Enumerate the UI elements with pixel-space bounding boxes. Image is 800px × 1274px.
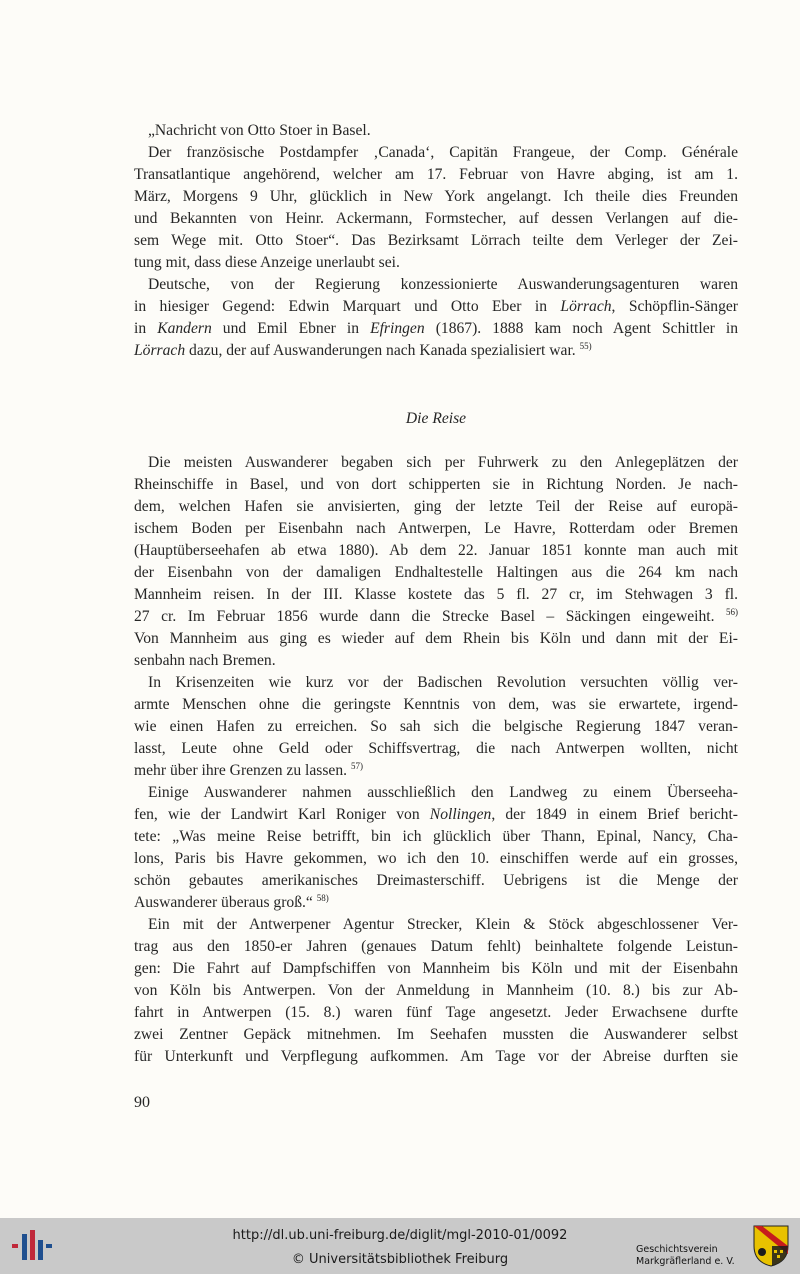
document-url[interactable]: http://dl.ub.uni-freiburg.de/diglit/mgl-2010-01/0092 <box>232 1228 568 1243</box>
paragraph-7 <box>134 914 738 1068</box>
text-line: gen: Die Fahrt auf Dampfschiffen von Mannheim bis Köln und mit der Eisenbahn <box>134 960 738 977</box>
text-line: senbahn nach Bremen. <box>134 652 276 669</box>
paragraph-6 <box>134 782 738 914</box>
text-segment: in hiesiger Gegend: Edwin Marquart und Otto Eber in <box>134 298 561 315</box>
text-segment: fen, wie der Landwirt Karl Roniger von <box>134 806 430 823</box>
text-line: Transatlantique angehörend, welcher am 17. Februar von Havre abging, ist am 1. <box>134 166 738 183</box>
text-line: Einige Auswanderer nahmen ausschließlich den Landweg zu einem Überseeha- <box>148 784 738 801</box>
paragraph-3 <box>134 274 738 362</box>
text-block-main <box>134 452 738 1068</box>
text-line: Von Mannheim aus ging es wieder auf dem Rhein bis Köln und dann mit der Ei- <box>134 630 738 647</box>
text-line <box>134 804 738 826</box>
text-segment: in <box>134 320 158 337</box>
text-line: sem Wege mit. Otto Stoer“. Das Bezirksamt Lörrach teilte dem Verleger der Zei- <box>134 232 738 249</box>
society-line: Geschichtsverein <box>636 1244 718 1255</box>
copyright-notice: © Universitätsbibliothek Freiburg <box>291 1252 509 1267</box>
text-line: von Köln bis Antwerpen. Von der Anmeldung in Mannheim (10. 8.) bis zur Ab- <box>134 982 738 999</box>
text-segment: mehr über ihre Grenzen zu lassen. <box>134 762 348 779</box>
society-name <box>636 1244 735 1268</box>
text-line: lons, Paris bis Havre gekommen, wo ich den 10. einschiffen werde auf ein grosses, <box>134 850 738 867</box>
text-line: schön gebautes amerikanisches Dreimasterschiff. Uebrigens ist die Menge der <box>134 872 738 889</box>
place-name: Kandern <box>157 320 212 337</box>
text-segment: , Schöpflin-Sänger <box>611 298 738 315</box>
footer-bar <box>0 1218 800 1274</box>
text-line: Rheinschiffe in Basel, und von dort schipperten sie in Richtung Norden. Je nach- <box>134 476 738 493</box>
footnote-ref-55: 55) <box>579 341 592 351</box>
text-line: „Nachricht von Otto Stoer in Basel. <box>148 122 371 139</box>
paragraph-1 <box>134 120 738 142</box>
text-line: ischem Boden per Eisenbahn nach Antwerpen, Le Havre, Rotterdam oder Bremen <box>134 520 738 537</box>
text-line: Deutsche, von der Regierung konzessionierte Auswanderungsagenturen waren <box>148 276 738 293</box>
text-line <box>134 318 738 340</box>
text-line: (Hauptüberseehafen ab etwa 1880). Ab dem 22. Januar 1851 konnte man auch mit <box>134 542 738 559</box>
text-line: In Krisenzeiten wie kurz vor der Badischen Revolution versuchten völlig ver- <box>148 674 738 691</box>
text-segment: 27 cr. Im Februar 1856 wurde dann die Strecke Basel – Säckingen eingeweiht. <box>134 608 715 625</box>
text-line <box>134 296 738 318</box>
page-number: 90 <box>134 1094 150 1111</box>
paragraph-5 <box>134 672 738 782</box>
text-line: lasst, Leute ohne Geld oder Schiffsvertrag, die nach Antwerpen wollten, nicht <box>134 740 738 757</box>
text-line <box>134 892 738 914</box>
text-line: der Eisenbahn von der damaligen Endhaltestelle Haltingen aus die 264 km nach <box>134 564 738 581</box>
text-line: trag aus den 1850-er Jahren (genaues Datum fehlt) beinhaltete folgende Leistun- <box>134 938 738 955</box>
text-line: Ein mit der Antwerpener Agentur Strecker, Klein & Stöck abgeschlossener Ver- <box>148 916 738 933</box>
text-line: wie einen Hafen zu erreichen. So sah sich die belgische Regierung 1847 veran- <box>134 718 738 735</box>
text-line: Der französische Postdampfer ‚Canada‘, Capitän Frangeue, der Comp. Générale <box>148 144 738 161</box>
footnote-ref-57: 57) <box>350 761 363 771</box>
text-line: armte Menschen ohne die geringste Kenntnis von dem, was sie erwartete, irgend- <box>134 696 738 713</box>
text-line: dem, welchen Hafen sie anvisierten, ging der letzte Teil der Reise auf europä- <box>134 498 738 515</box>
footnote-ref-56: 56) <box>725 607 738 617</box>
text-segment: dazu, der auf Auswanderungen nach Kanada spezialisiert war. <box>185 342 576 359</box>
paragraph-2 <box>134 142 738 274</box>
text-line <box>134 760 738 782</box>
coat-of-arms-icon <box>752 1224 790 1268</box>
text-segment: (1867). 1888 kam noch Agent Schittler in <box>424 320 739 337</box>
text-segment: und Emil Ebner in <box>211 320 371 337</box>
text-line <box>134 606 738 628</box>
place-name: Lörrach <box>560 298 612 315</box>
text-line: und Bekannten von Heinr. Ackermann, Formstecher, auf dessen Verlangen auf die- <box>134 210 738 227</box>
section-heading: Die Reise <box>405 410 467 427</box>
text-line: tete: „Was meine Reise betrifft, bin ich glücklich über Thann, Epinal, Nancy, Cha- <box>134 828 738 845</box>
text-line: Mannheim reisen. In der III. Klasse kostete das 5 fl. 27 cr, im Stehwagen 3 fl. <box>134 586 738 603</box>
text-line <box>134 340 738 362</box>
text-line: März, Morgens 9 Uhr, glücklich in New York angelangt. Ich theile dies Freunden <box>134 188 738 205</box>
text-line: Die meisten Auswanderer begaben sich per Fuhrwerk zu den Anlegeplätzen der <box>148 454 738 471</box>
text-segment: , der 1849 in einem Brief bericht- <box>491 806 738 823</box>
paragraph-4 <box>134 452 738 672</box>
text-line: fahrt in Antwerpen (15. 8.) waren fünf Tage angesetzt. Jeder Erwachsene durfte <box>134 1004 738 1021</box>
text-line: tung mit, dass diese Anzeige unerlaubt sei. <box>134 254 400 271</box>
society-line: Markgräflerland e. V. <box>636 1256 735 1267</box>
text-segment: Auswanderer überaus groß.“ <box>134 894 313 911</box>
place-name: Nollingen <box>429 806 492 823</box>
place-name: Lörrach <box>134 342 186 359</box>
place-name: Efringen <box>370 320 425 337</box>
text-line: für Unterkunft und Verpflegung aufkommen. Am Tage vor der Abreise durften sie <box>134 1048 738 1065</box>
text-block-top <box>134 120 738 362</box>
footnote-ref-58: 58) <box>316 893 329 903</box>
text-line: zwei Zentner Gepäck mitnehmen. Im Seehafen mussten die Auswanderer selbst <box>134 1026 738 1043</box>
